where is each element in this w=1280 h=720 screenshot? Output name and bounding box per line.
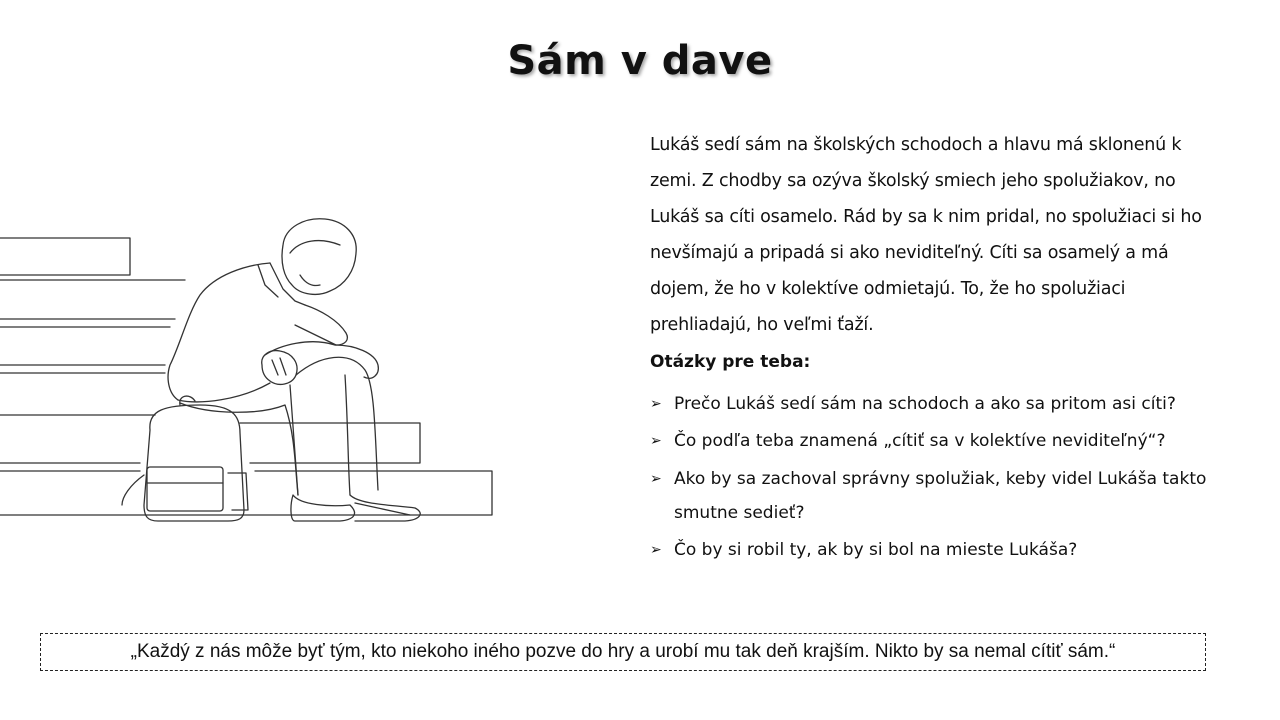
- question-item: [650, 534, 1220, 567]
- question-item: [650, 388, 1220, 421]
- arrow-bullet-icon: ➢: [650, 396, 662, 412]
- page-title: Sám v dave: [507, 38, 773, 84]
- story-paragraph: [650, 127, 1220, 343]
- questions-list: [650, 388, 1220, 571]
- question-text: Čo podľa teba znamená „cítiť sa v kolektíve neviditeľný“?: [674, 431, 1166, 451]
- boy-drawing: [168, 219, 420, 521]
- question-text: Prečo Lukáš sedí sám na schodoch a ako sa pritom asi cíti?: [674, 394, 1176, 414]
- arrow-bullet-icon: ➢: [650, 542, 662, 558]
- sad-boy-on-stairs-illustration: [0, 205, 500, 535]
- question-text: Čo by si robil ty, ak by si bol na mieste Lukáša?: [674, 540, 1078, 560]
- question-text: Ako by sa zachoval správny spolužiak, keby videl Lukáša takto smutne sedieť?: [674, 469, 1207, 523]
- question-item: [650, 462, 1220, 530]
- arrow-bullet-icon: ➢: [650, 471, 662, 487]
- story-text: Lukáš sedí sám na školských schodoch a hlavu má sklonenú k zemi. Z chodby sa ozýva školský smiech jeho spolužiakov, no Lukáš sa cíti osamelo. Rád by sa k nim pridal, no spolužiaci si ho nevšímajú a pripadá si ako neviditeľný. Cíti sa osamelý a má dojem, že ho v kolektíve odmietajú. To, že ho spolužiaci prehliadajú, ho veľmi ťaží.: [650, 135, 1202, 335]
- arrow-bullet-icon: ➢: [650, 433, 662, 449]
- quote-box: [40, 633, 1206, 671]
- quote-text: „Každý z nás môže byť tým, kto niekoho iného pozve do hry a urobí mu tak deň krajším. Nikto by sa nemal cítiť sám.“: [130, 641, 1116, 662]
- questions-heading: Otázky pre teba:: [650, 352, 811, 372]
- question-item: [650, 425, 1220, 458]
